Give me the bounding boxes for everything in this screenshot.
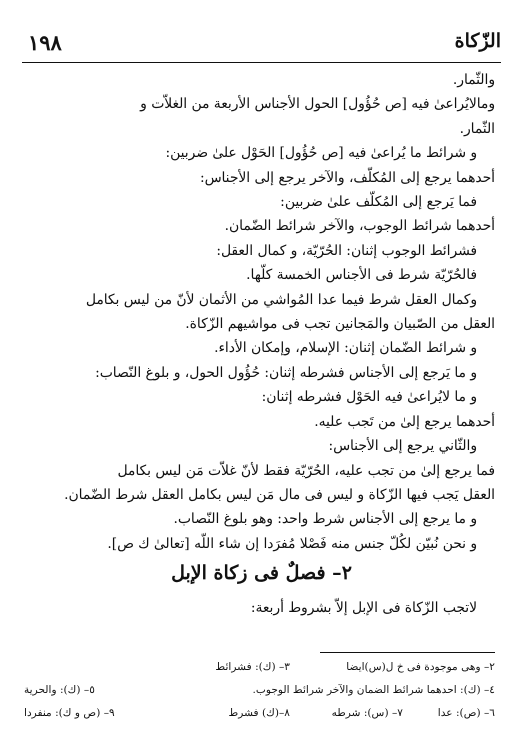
section-heading: ٢– فصلٌ فى زكاة الإبل (171, 562, 352, 584)
section-intro: لاتجب الزّكاة فى الإبل إلاّ بشروط أربعة: (250, 600, 477, 616)
text-line: و ما يرجع إلى الأجناس شرط واحد: وهو بلوغ النّصاب. (173, 511, 477, 528)
footnote: ٧– (س): شرطه (331, 706, 403, 719)
text-line: و نحن نُبيّن لكُلّ جنس منه فَصْلا مُفرَدا إن شاء اللّه [تعالىٰ ك ص]. (107, 535, 477, 552)
text-line: العقل يَجب فيها الزّكاة و ليس فى مال مَن ليس بكامل العقل شرط الضّمان. (64, 486, 495, 503)
footnote: ٢– وهى موجودة فى خ ل(س)ايضا (346, 661, 495, 673)
footnote: ٣– (ك): فشرائط (215, 661, 290, 673)
text-line: ومالايُراعىٰ فيه [ص حُؤُول] الحول الأجناس الأربعة من الغلاّت و (140, 96, 495, 113)
body-text (38, 68, 495, 556)
footnote-row (24, 679, 495, 702)
text-line: أحدهما يرجع إلى المُكلّف، والآخر يرجع إلى الأجناس: (199, 169, 495, 186)
text-line: و ما يَرجع إلى الأجناس فشرطه إثنان: حُؤُول الحول، و بلوغ النّصاب: (95, 364, 477, 381)
text-line: فما يرجع إلىٰ من تجب عليه، الحُرّيّة فقط لأنّ غلاّت مَن ليس بكامل (117, 462, 495, 479)
text-line: و شرائط ما يُراعىٰ فيه [ص حُؤُول] الحَوْل علىٰ ضربين: (165, 145, 477, 162)
text-line: والثّمار. (452, 72, 495, 88)
section-block (30, 558, 493, 588)
footnote: ٦– (ص): عدا (437, 706, 495, 719)
text-line: وكمال العقل شرط فيما عدا المُواشي من الأثمان لأنّ من ليس بكامل (85, 291, 477, 308)
footnote-row (24, 702, 495, 725)
footnote: ٨–(ك) فشرط (228, 706, 290, 719)
footnote: ٩– (ص و ك): منفردا (24, 706, 115, 719)
footnote: ٤– (ك): احدهما شرائط الضمان والآخر شرائط الوجوب. (252, 683, 495, 696)
footnote: ٥– (ك): والحرية (24, 683, 95, 696)
footnote-divider (320, 652, 495, 653)
text-line: و شرائط الضّمان إثنان: الإسلام، وإمكان الأداء. (214, 340, 477, 357)
footnotes (24, 656, 495, 724)
text-line: فشرائط الوجوب إثنان: الحُرّيّة، و كمال العقل: (216, 242, 477, 259)
text-line: فما يَرجع إلى المُكلّف علىٰ ضربين: (280, 194, 477, 211)
running-title: الزّكاة (454, 30, 501, 52)
page-header (22, 28, 501, 63)
text-line: فالحُرّيّة شرط فى الأجناس الخمسة كلّها. (246, 267, 477, 284)
text-line: الثّمار. (459, 120, 495, 137)
text-line: أحدهما شرائط الوجوب، والآخر شرائط الضّمان. (224, 218, 495, 235)
text-line: أحدهما يرجع إلىٰ من تَجب عليه. (314, 413, 495, 430)
text-line: و ما لايُراعىٰ فيه الحَوْل فشرطه إثنان: (261, 389, 477, 406)
footnote-row (24, 656, 495, 679)
text-line: العقل من الصّبيان والمَجانين تجب فى مواشيهم الزّكاة. (185, 316, 495, 333)
text-line: والثّاني يرجع إلى الأجناس: (328, 438, 477, 455)
page-number: ١٩٨ (28, 30, 62, 55)
